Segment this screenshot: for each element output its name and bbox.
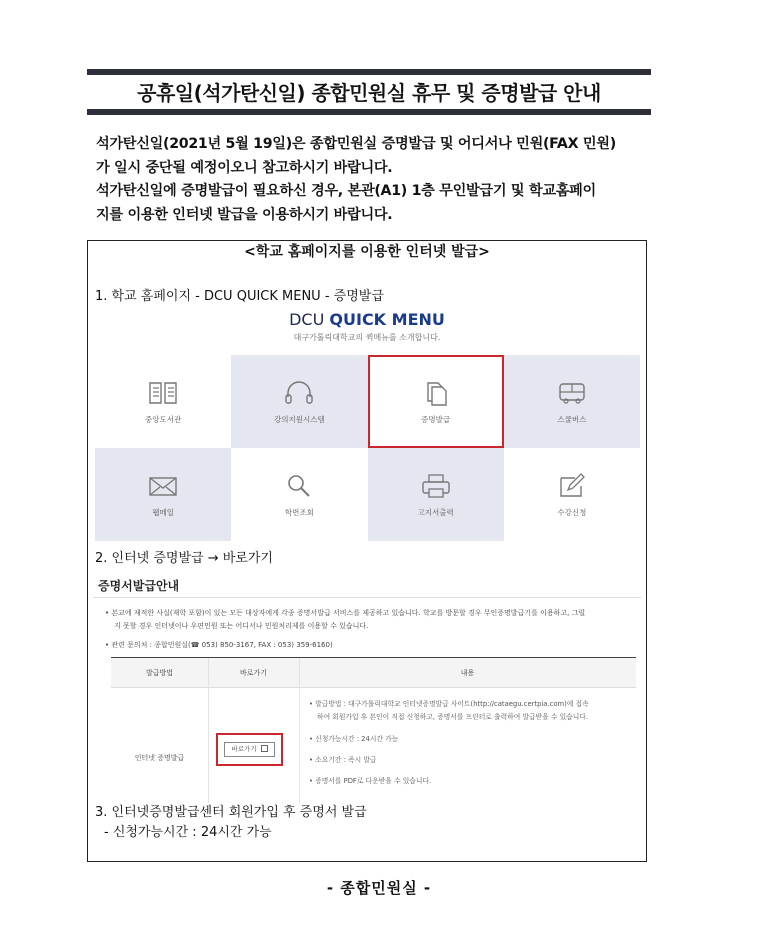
step-2: 2. 인터넷 증명발급 → 바로가기 (95, 551, 273, 566)
quick-menu-registration[interactable] (504, 448, 640, 541)
quick-menu-webmail[interactable] (95, 448, 231, 541)
cert-divider (93, 597, 641, 598)
quick-menu-label: 웹메일 (152, 507, 174, 517)
intro-line: 가 일시 중단될 예정이오니 참고하시기 바랍니다. (96, 159, 393, 176)
table-header-content: 내용 (299, 658, 636, 688)
cert-table (111, 657, 636, 803)
table-content-line: 하여 회원가입 후 본인이 직접 신청하고, 증명서를 프린터로 출력하여 발급받을 수 있습니다. (317, 713, 589, 721)
quick-menu-label: 강의지원시스템 (274, 414, 325, 424)
quick-menu-title-bold: QUICK MENU (329, 310, 445, 329)
edit-icon (555, 472, 589, 500)
intro-text (96, 133, 656, 227)
table-content-line: • 신청가능시간 : 24시간 가능 (309, 735, 399, 743)
cert-contact: • 관련 문의처 : 종합민원실(☎ 053) 850-3167, FAX : 053) 359-6160) (105, 641, 333, 649)
quick-menu-title (88, 311, 646, 329)
quick-menu-student-id[interactable] (231, 448, 367, 541)
quick-menu-label: 수강신청 (557, 507, 587, 517)
printer-icon (419, 472, 453, 500)
table-content-line: • 발급방법 : 대구가톨릭대학교 인터넷증명발급 사이트(http://cataegu.certpia.com)에 접속 (309, 700, 589, 708)
cert-notice-line: 지 못할 경우 인터넷이나 우편민원 또는 어디서나 민원처리제를 이용할 수 있습니다. (114, 622, 369, 630)
quick-menu-subtitle: 대구가톨릭대학교의 퀵메뉴를 소개합니다. (293, 333, 441, 342)
quick-menu-label: 스쿨버스 (557, 414, 587, 424)
book-icon (146, 379, 180, 407)
table-divider (208, 658, 209, 803)
quick-menu-label: 증명발급 (421, 414, 451, 424)
headset-icon (282, 379, 316, 407)
table-header-method: 발급방법 (111, 658, 208, 688)
external-link-icon (261, 745, 268, 752)
guide-box-title: <학교 홈페이지를 이용한 인터넷 발급> (244, 244, 490, 260)
document-icon (419, 379, 453, 407)
search-icon (282, 472, 316, 500)
shortcut-button[interactable] (224, 742, 275, 757)
mail-icon (146, 472, 180, 500)
quick-menu-label: 학번조회 (284, 507, 314, 517)
quick-menu-certificate[interactable] (368, 355, 504, 448)
step-3-detail: - 신청가능시간 : 24시간 가능 (104, 825, 272, 840)
quick-menu-label: 중앙도서관 (145, 414, 182, 424)
table-divider (299, 658, 300, 803)
intro-line: 석가탄신일에 증명발급이 필요하신 경우, 본관(A1) 1층 무인발급기 및 학교홈페이 (96, 183, 596, 199)
table-content-line: • 소요기간 : 즉시 발급 (309, 756, 377, 764)
table-cell-method: 인터넷 증명발급 (134, 754, 185, 762)
title-bar-bottom (87, 109, 651, 115)
step-3: 3. 인터넷증명발급센터 회원가입 후 증명서 발급 (95, 805, 367, 820)
quick-menu-grid (95, 355, 640, 541)
intro-line: 지를 이용한 인터넷 발급을 이용하시기 바랍니다. (96, 206, 393, 223)
quick-menu-bill-print[interactable] (368, 448, 504, 541)
cert-notice-line: • 본교에 재적한 사실(재학 포함)이 있는 모든 대상자에게 각종 증명서발급 서비스를 제공하고 있습니다. 학교를 방문할 경우 무인증명발급기를 이용하고, 그럴 (105, 609, 586, 617)
quick-menu-bus[interactable] (504, 355, 640, 448)
cert-section-title: 증명서발급안내 (98, 579, 180, 593)
title-bar-top (87, 69, 651, 75)
shortcut-button-label: 바로가기 (231, 745, 257, 753)
page-title: 공휴일(석가탄신일) 종합민원실 휴무 및 증명발급 안내 (137, 81, 601, 105)
footer-signature: - 종합민원실 - (326, 879, 432, 897)
step-1: 1. 학교 홈페이지 - DCU QUICK MENU - 증명발급 (95, 289, 384, 304)
guide-box (87, 240, 647, 862)
quick-menu-lecture[interactable] (231, 355, 367, 448)
quick-menu-title-prefix: DCU (289, 310, 330, 329)
table-header-shortcut: 바로가기 (208, 658, 299, 688)
shortcut-highlight (216, 733, 283, 766)
table-content-line: • 증명서를 PDF로 다운받을 수 있습니다. (309, 777, 432, 785)
quick-menu-library[interactable] (95, 355, 231, 448)
bus-icon (555, 379, 589, 407)
intro-line: 석가탄신일(2021년 5월 19일)은 종합민원실 증명발급 및 어디서나 민원(FAX 민원) (96, 136, 616, 152)
quick-menu-label: 고지서출력 (417, 507, 454, 517)
